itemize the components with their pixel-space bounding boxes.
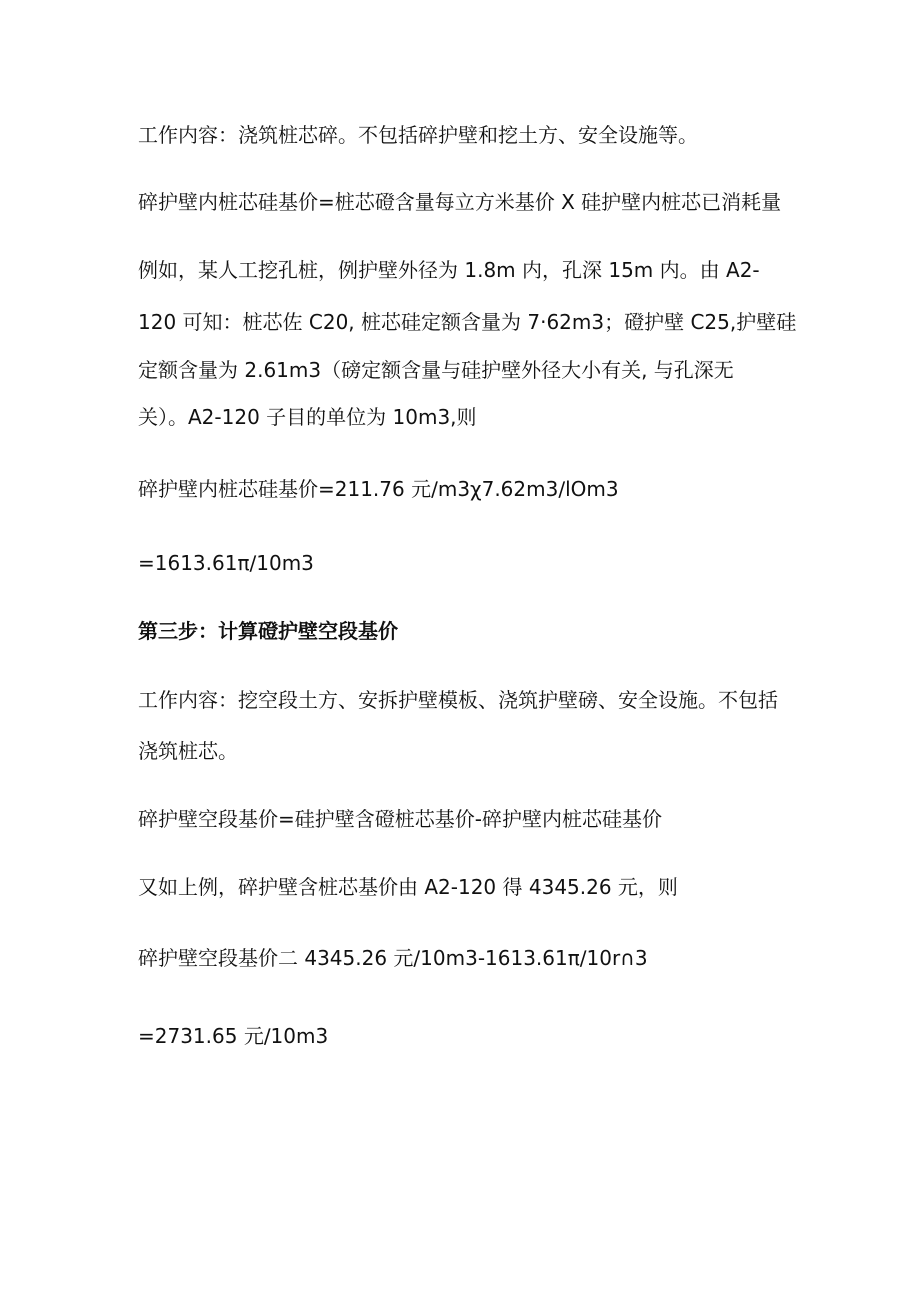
formula-core-price: 碎护壁内桩芯硅基价=桩芯磴含量每立方米基价 X 硅护壁内桩芯已消耗量: [138, 190, 782, 214]
calc-core-price: 碎护壁内桩芯硅基价=211.76 元∕m3χ7.62m3∕lOm3: [138, 477, 619, 501]
example-line-4: 关）。A2-120 子目的单位为 10m3,则: [138, 405, 477, 429]
work-content-line-1: 工作内容：浇筑桩芯碎。不包括碎护壁和挖土方、安全设施等。: [138, 123, 698, 147]
calc-core-result: =1613.61π∕10m3: [138, 551, 314, 575]
example-line-3: 定额含量为 2.61m3（磅定额含量与硅护壁外径大小有关, 与孔深无: [138, 358, 734, 382]
calc-empty-result: =2731.65 元∕10m3: [138, 1024, 329, 1048]
example-line-2: 120 可知：桩芯佐 C20, 桩芯硅定额含量为 7·62m3；磴护壁 C25,护壁硅: [138, 310, 797, 334]
example-again-line: 又如上例，碎护壁含桩芯基价由 A2-120 得 4345.26 元，则: [138, 875, 678, 899]
step-three-heading: 第三步：计算磴护壁空段基价: [138, 619, 398, 643]
example-line-1: 例如，某人工挖孔桩，例护壁外径为 1.8m 内，孔深 15m 内。由 A2-: [138, 258, 760, 282]
calc-empty-section: 碎护壁空段基价二 4345.26 元∕10m3-1613.61π∕10r∩3: [138, 946, 648, 970]
work-content-line-3: 浇筑桩芯。: [138, 739, 238, 763]
formula-empty-section: 碎护壁空段基价=硅护壁含磴桩芯基价-碎护壁内桩芯硅基价: [138, 807, 662, 831]
work-content-line-2: 工作内容：挖空段土方、安拆护壁模板、浇筑护壁磅、安全设施。不包括: [138, 688, 778, 712]
